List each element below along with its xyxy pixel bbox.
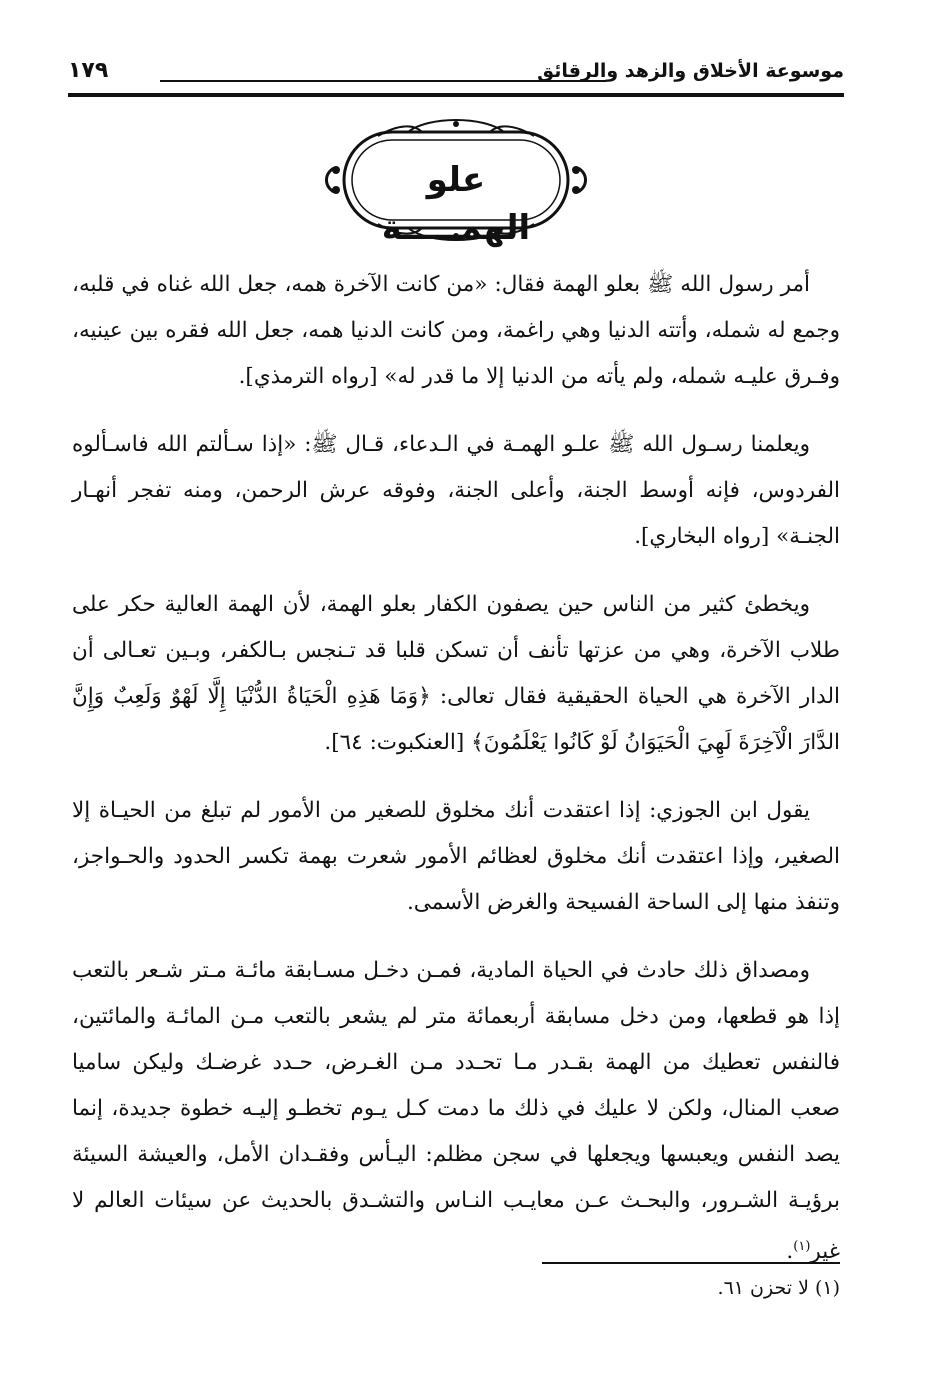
paragraph-4: يقول ابن الجوزي: إذا اعتقدت أنك مخلوق للصغير من الأمور لم تبلغ من الحيـاة إلا الصغير، وإذا اعتقدت أنك مخلوق لعظائم الأمور شعرت بهمة تكسر الحدود والحـواجز، وتنفذ منها إلى الساحة الفسيحة والغرض الأسمى. [72,798,840,915]
paragraph-2: ويعلمنا رسـول الله ﷺ علـو الهمـة في الـدعاء، قـال ﷺ: «إذا سـألتم الله فاسـألوه الفردوس، فإنه أوسط الجنة، وأعلى الجنة، وفوقه عرش الرحمن، ومنه تفجر أنهـار الجنـة» [رواه البخاري]. [72,432,840,549]
paragraph-5 [72,948,840,1275]
running-header [68,58,844,92]
paragraph-1: أمر رسول الله ﷺ بعلو الهمة فقال: «من كانت الآخرة همه، جعل الله غناه في قلبه، وجمع له شمله، وأتته الدنيا وهي راغمة، ومن كانت الدنيا همه، جعل الله فقره بين عينيه، وفـرق عليـه شمله، ولم يأته من الدنيا إلا ما قدر له» [رواه الترمذي]. [72,272,840,389]
paragraph-5-text: ومصداق ذلك حادث في الحياة المادية، فمـن دخـل مسـابقة مائـة مـتر شـعر بالتعب إذا هو قطعها، ومن دخل مسابقة أربعمائة متر لم يشعر بالتعب مـن المائـة والمائتين، فالنفس تعطيك من الهمة بقـدر مـا تحـدد مـن الغـرض، حـدد غرضـك وليكن ساميا صعب المنال، ولكن لا عليك في ذلك ما دمت كـل يـوم تخطـو إليـه خطوة جديدة، إنما يصد النفس ويعبسها ويجعلها في سجن مظلم: اليـأس وفقـدان الأمل، والعيشة السيئة برؤيـة الشـرور، والبحـث عـن معايـب النـاس والتشـدق بالحديث عن سيئات العالم لا غير [72,958,840,1265]
header-dash-line [160,80,606,82]
footnotes [72,1274,840,1302]
page-number: ١٧٩ [68,58,109,83]
paragraph-5-end: . [786,1239,794,1265]
header-rule [68,93,844,97]
footnote-rule [542,1262,840,1264]
footnote-1: (١) لا تحزن ٦١. [717,1277,840,1299]
book-title: موسوعة الأخلاق والزهد والرقائق [537,60,844,82]
body-text [72,262,840,1297]
chapter-title: علو الهمـــــة [381,160,531,248]
chapter-title-frame [318,118,594,248]
paragraph-3: ويخطئ كثير من الناس حين يصفون الكفار بعلو الهمة، لأن الهمة العالية حكر على طلاب الآخرة، وهي من عزتها تأنف أن تسكن قلبا قد تـنجس بـالكفر، وبـين تعـالى أن الدار الآخرة هي الحياة الحقيقية فقال تعالى: ﴿وَمَا هَذِهِ الْحَيَاةُ الدُّنْيَا إِلَّا لَهْوٌ وَلَعِبٌ وَإِنَّ الدَّارَ الْآخِرَةَ لَهِيَ الْحَيَوَانُ لَوْ كَانُوا يَعْلَمُونَ﴾ [العنكبوت: ٦٤]. [72,592,840,755]
footnote-reference[interactable]: (١) [793,1239,811,1254]
